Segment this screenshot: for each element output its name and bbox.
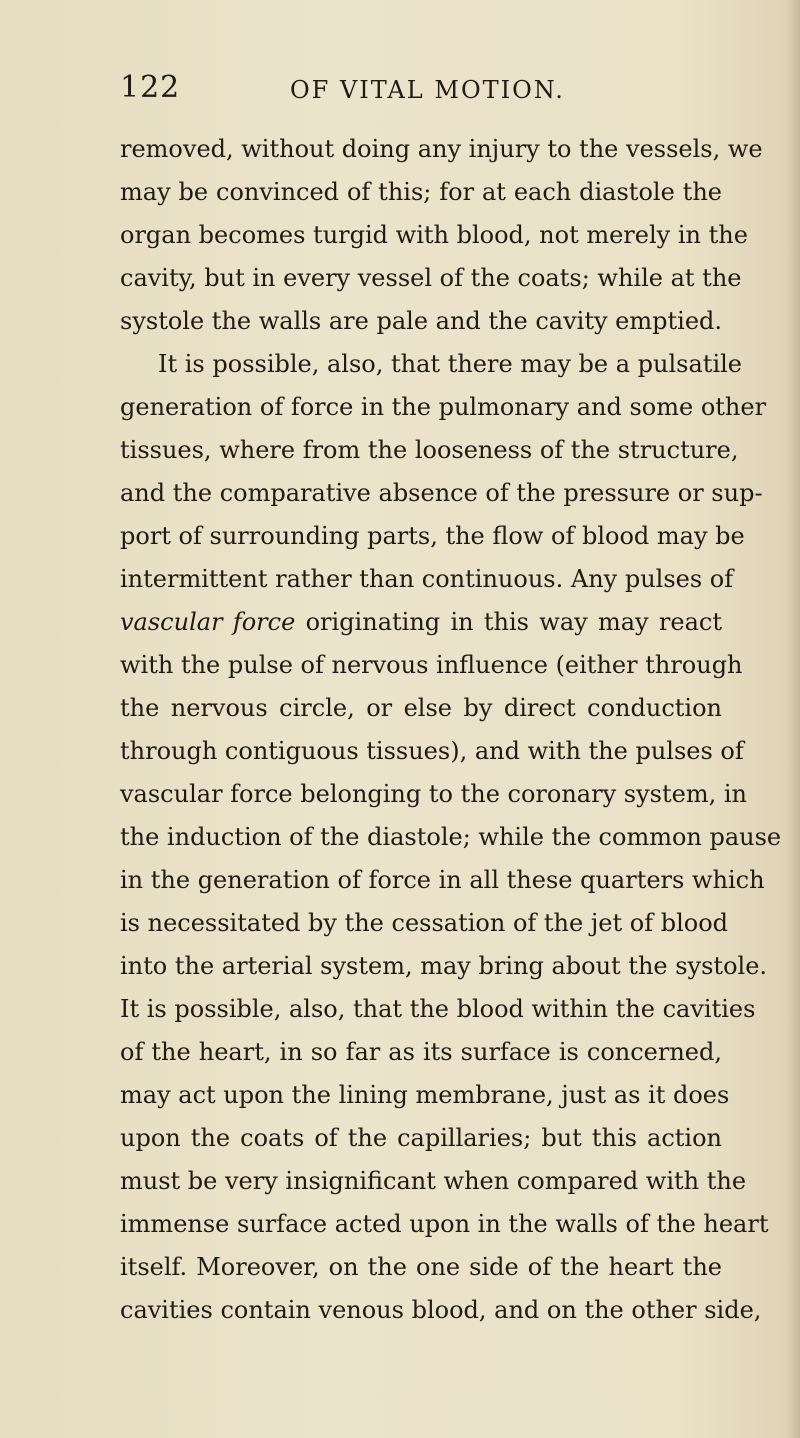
paragraph-start-line: It is possible, also, that there may be a pulsatile: [158, 350, 743, 378]
line-remainder: originating in this way may react: [295, 608, 722, 636]
text-line: through contiguous tissues), and with the pulses of: [120, 737, 744, 765]
text-line-with-emphasis: [120, 601, 722, 644]
emphasis-text: vascular force: [120, 608, 296, 636]
text-line: into the arterial system, may bring about the systole.: [120, 952, 768, 980]
text-line: cavity, but in every vessel of the coats; while at the: [120, 264, 742, 292]
text-line: and the comparative absence of the pressure or sup-: [120, 479, 763, 507]
text-line: intermittent rather than continuous. Any pulses of: [120, 565, 734, 593]
body-text: [120, 128, 782, 1332]
running-title: OF VITAL MOTION.: [290, 76, 565, 104]
text-line: tissues, where from the looseness of the structure,: [120, 436, 739, 464]
text-line: of the heart, in so far as its surface is concerned,: [120, 1038, 722, 1066]
text-line: port of surrounding parts, the flow of blood may be: [120, 522, 745, 550]
text-line: may act upon the lining membrane, just as it does: [120, 1081, 730, 1109]
text-line: cavities contain venous blood, and on the other side,: [120, 1296, 762, 1324]
text-line: removed, without doing any injury to the vessels, we: [120, 135, 763, 163]
page-edge-shadow: [786, 0, 800, 1438]
text-line: organ becomes turgid with blood, not merely in the: [120, 221, 748, 249]
text-line: with the pulse of nervous influence (either through: [120, 651, 743, 679]
text-line: systole the walls are pale and the cavity emptied.: [120, 307, 723, 335]
text-line: itself. Moreover, on the one side of the heart the: [120, 1253, 722, 1281]
text-line: generation of force in the pulmonary and some other: [120, 393, 767, 421]
page-header: [0, 70, 800, 110]
page-number: 122: [120, 70, 181, 105]
text-line: upon the coats of the capillaries; but this action: [120, 1124, 722, 1152]
text-line: must be very insignificant when compared with the: [120, 1167, 747, 1195]
text-line: the nervous circle, or else by direct conduction: [120, 694, 722, 722]
text-line: vascular force belonging to the coronary system, in: [120, 780, 747, 808]
text-line: in the generation of force in all these quarters which: [120, 866, 765, 894]
text-line: immense surface acted upon in the walls of the heart: [120, 1210, 769, 1238]
text-line: It is possible, also, that the blood within the cavities: [120, 995, 756, 1023]
text-line: may be convinced of this; for at each diastole the: [120, 178, 722, 206]
text-line: the induction of the diastole; while the common pause: [120, 823, 782, 851]
text-line: is necessitated by the cessation of the jet of blood: [120, 909, 729, 937]
